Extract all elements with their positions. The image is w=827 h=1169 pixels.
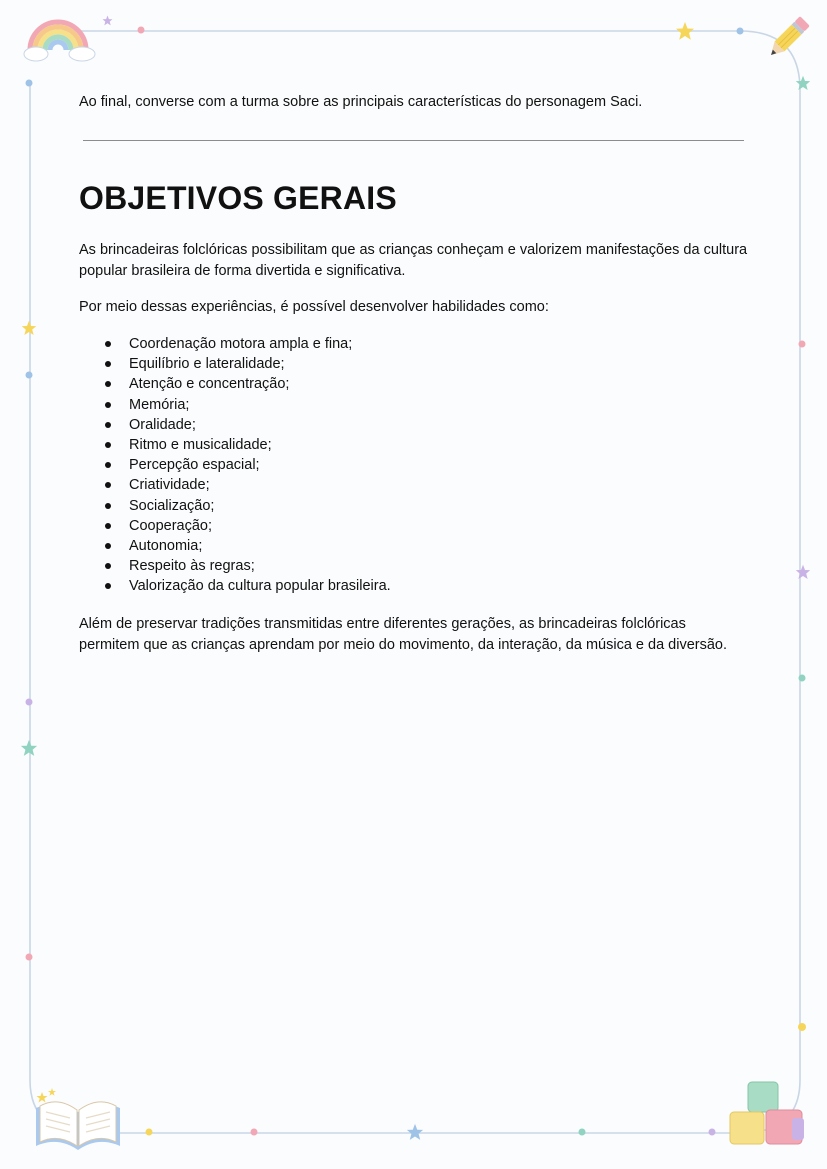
bullet-icon [105, 462, 111, 468]
pencil-icon [763, 12, 813, 64]
rainbow-icon [22, 10, 98, 66]
list-item: Criatividade; [79, 475, 679, 495]
list-item: Autonomia; [79, 536, 679, 556]
objectives-paragraph: As brincadeiras folclóricas possibilitam que as crianças conheçam e valorizem manifestações da cultura popular brasileira de forma divertida e significativa. [79, 242, 748, 279]
star-icon [675, 21, 695, 41]
bullet-icon [105, 361, 111, 367]
skills-intro-paragraph: Por meio dessas experiências, é possível desenvolver habilidades como: [79, 299, 549, 315]
star-icon [20, 739, 38, 757]
list-item: Atenção e concentração; [79, 374, 679, 394]
bullet-icon [105, 442, 111, 448]
toy-blocks-icon [726, 1078, 810, 1148]
list-item: Oralidade; [79, 415, 679, 435]
list-item: Memória; [79, 395, 679, 415]
list-item: Socialização; [79, 496, 679, 516]
section-title: OBJETIVOS GERAIS [79, 180, 397, 216]
list-item: Coordenação motora ampla e fina; [79, 334, 679, 354]
bullet-icon [105, 563, 111, 569]
closing-paragraph: Além de preservar tradições transmitidas entre diferentes gerações, as brincadeiras folclóricas permitem que as crianças aprendam por meio do movimento, da interação, da música e da diversão. [79, 616, 727, 653]
intro-text: Ao final, converse com a turma sobre as principais características do personagem Saci. [79, 94, 643, 110]
bullet-icon [105, 381, 111, 387]
star-icon [795, 75, 811, 91]
list-item: Ritmo e musicalidade; [79, 435, 679, 455]
star-icon [21, 320, 37, 336]
skills-list [79, 334, 679, 597]
list-item: Valorização da cultura popular brasileira. [79, 576, 679, 596]
bullet-icon [105, 422, 111, 428]
list-item: Cooperação; [79, 516, 679, 536]
list-item: Equilíbrio e lateralidade; [79, 354, 679, 374]
section-divider [83, 140, 744, 141]
bullet-icon [105, 402, 111, 408]
bullet-icon [105, 341, 111, 347]
star-icon [795, 564, 811, 580]
bullet-icon [105, 503, 111, 509]
bullet-icon [105, 523, 111, 529]
star-icon [102, 15, 113, 26]
list-item: Respeito às regras; [79, 556, 679, 576]
open-book-icon [28, 1088, 128, 1158]
bullet-icon [105, 543, 111, 549]
star-icon [406, 1123, 424, 1141]
list-item: Percepção espacial; [79, 455, 679, 475]
bullet-icon [105, 583, 111, 589]
bullet-icon [105, 482, 111, 488]
